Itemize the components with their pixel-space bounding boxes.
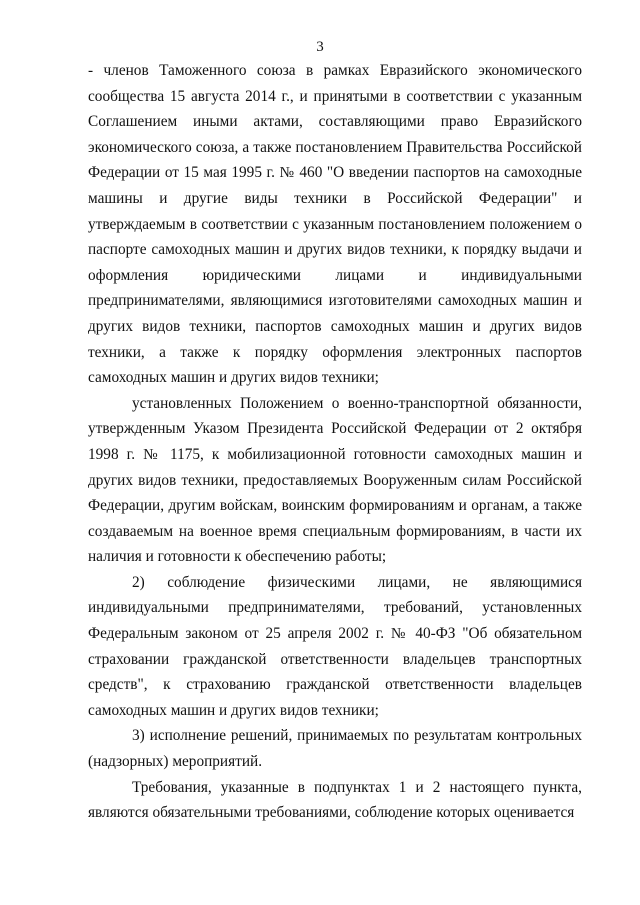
page-number: 3 — [316, 39, 324, 55]
paragraph-item-2-insurance: 2) соблюдение физическими лицами, не являющимися индивидуальными предпринимателями, требований, установленных Федеральным законом от 25 апреля 2002 г. № 40-ФЗ "Об обязательном страховании гражданской ответственности владельцев транспортных средств", к страхованию гражданской ответственности владельцев самоходных машин и других видов техники; — [88, 573, 582, 719]
paragraph-military-transport-duty: установленных Положением о военно-транспортной обязанности, утвержденным Указом Президента Российской Федерации от 2 октября 1998 г. № 1175, к мобилизационной готовности самоходных машин и других видов техники, предоставляемых Вооруженным силам Российской Федерации, другим войскам, воинским формированиям и органам, а также создаваемым на военное время специальным формированиям, в части их наличия и готовности к обеспечению работы; — [88, 394, 582, 566]
paragraph-item-3-decisions: 3) исполнение решений, принимаемых по результатам контрольных (надзорных) мероприятий. — [88, 727, 582, 771]
paragraph-requirements-note: Требования, указанные в подпунктах 1 и 2 настоящего пункта, являются обязательными требованиями, соблюдение которых оценивается — [88, 778, 582, 822]
document-body — [88, 58, 582, 826]
paragraph-customs-union-continuation: - членов Таможенного союза в рамках Евразийского экономического сообщества 15 августа 2014 г., и принятыми в соответствии с указанным Соглашением иными актами, составляющими право Евразийского экономического союза, а также постановлением Правительства Российской Федерации от 15 мая 1995 г. № 460 "О введении паспортов на самоходные машины и другие виды техники в Российской Федерации" и утверждаемым в соответствии с указанным постановлением положением о паспорте самоходных машин и других видов техники, к порядку выдачи и оформления юридическими лицами и индивидуальными предпринимателями, являющимися изготовителями самоходных машин и других видов техники, паспортов самоходных машин и других видов техники, а также к порядку оформления электронных паспортов самоходных машин и других видов техники; — [88, 62, 582, 387]
